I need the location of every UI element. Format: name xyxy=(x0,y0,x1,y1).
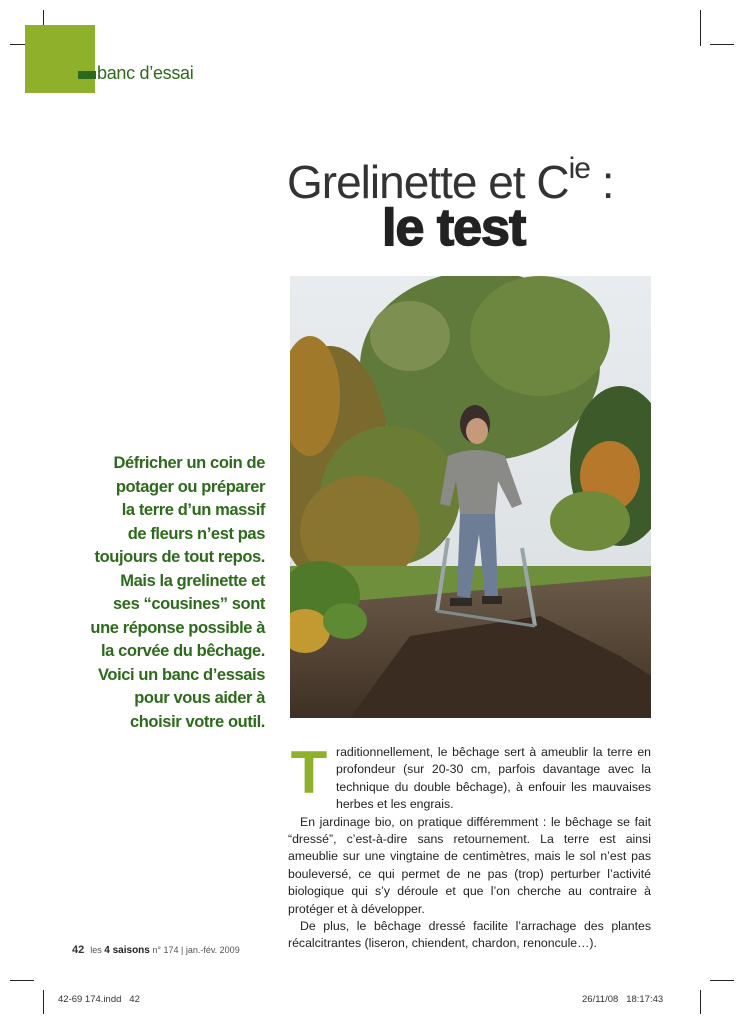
crop-mark xyxy=(700,10,701,46)
gardener-photo xyxy=(290,276,651,718)
article-body xyxy=(288,744,651,953)
svg-text:T: T xyxy=(290,747,328,797)
folio-separator: | xyxy=(178,945,186,955)
section-label: banc d’essai xyxy=(97,63,194,83)
issue-date: jan.-fév. 2009 xyxy=(185,945,240,955)
slug-filename: 42-69 174.indd 42 xyxy=(58,994,140,1005)
magazine-prefix: les xyxy=(90,945,105,955)
crop-mark xyxy=(43,990,44,1014)
title-text: Grelinette et C xyxy=(287,156,569,208)
article-paragraph: raditionnellement, le bêchage sert à ameublir la terre en profondeur (sur 20-30 cm, parfois davantage avec la technique du double bêchage), à enfouir les mauvaises herbes et les engrais. xyxy=(336,745,651,812)
section-color-block xyxy=(25,25,95,93)
article-intro xyxy=(80,452,265,734)
dropcap-letter xyxy=(288,747,330,797)
intro-line: toujours de tout repos. xyxy=(94,548,265,566)
intro-line: ses “cousines” sont xyxy=(113,595,265,613)
page-folio xyxy=(72,944,240,956)
intro-line: de fleurs n’est pas xyxy=(127,524,265,543)
crop-mark xyxy=(710,980,734,981)
article-paragraph: De plus, le bêchage dressé facilite l’arrachage des plantes récalcitrantes (liseron, chiendent, chardon, renoncule…). xyxy=(288,919,651,951)
article-title-line2: le test xyxy=(382,199,526,257)
intro-line: Défricher un coin de xyxy=(113,454,265,472)
section-marker xyxy=(78,71,96,79)
article-paragraph: En jardinage bio, on pratique différemment : le bêchage se fait “dressé”, c’est-à-dire sans retournement. La terre est ainsi ameublie sur une vingtaine de centimètres, mais le sol n’est pas bouleversé, ce qui permet de ne pas (trop) perturber l’activité biologique qui s’y déroule et que l’on cherche au contraire à protéger et à développer. xyxy=(288,814,651,916)
title-superscript: ie xyxy=(568,152,590,185)
crop-mark xyxy=(700,990,701,1014)
title-colon: : xyxy=(589,156,614,208)
intro-line: choisir votre outil. xyxy=(129,712,265,731)
intro-line: Mais la grelinette et xyxy=(120,571,265,590)
slug-timestamp: 26/11/08 18:17:43 xyxy=(582,994,664,1005)
intro-line: une réponse possible à xyxy=(90,618,265,637)
crop-mark xyxy=(710,44,734,45)
magazine-name: saisons xyxy=(109,945,150,956)
intro-line: pour vous aider à xyxy=(134,689,265,707)
intro-line: la terre d’un massif xyxy=(121,501,265,519)
intro-line: la corvée du bêchage. xyxy=(100,642,265,660)
crop-mark xyxy=(10,980,34,981)
intro-line: Voici un banc d’essais xyxy=(98,665,265,684)
intro-line: potager ou préparer xyxy=(115,477,265,496)
magazine-number: 4 xyxy=(104,945,110,956)
issue-number: n° 174 xyxy=(149,945,179,955)
page-number: 42 xyxy=(72,944,85,956)
